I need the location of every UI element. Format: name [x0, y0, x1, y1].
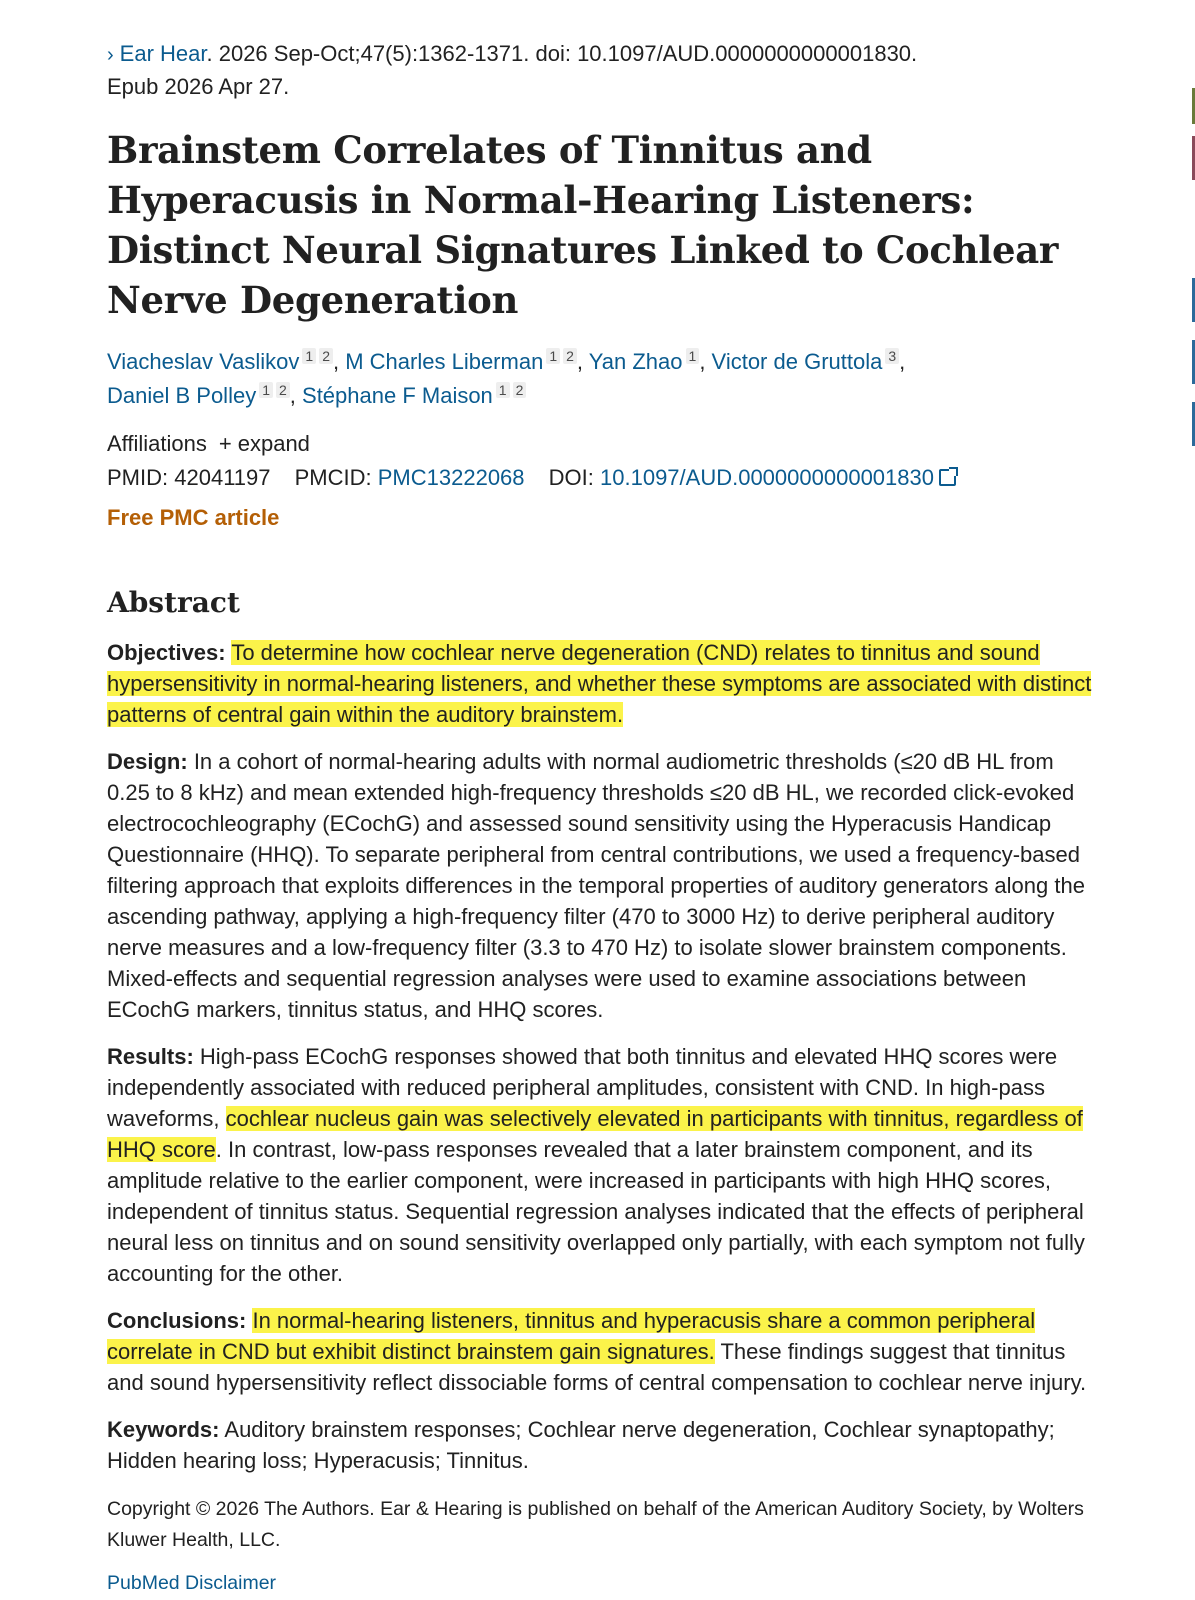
citation-details: . 2026 Sep-Oct;47(5):1362-1371. doi: 10.1097/AUD.0000000000001830. — [206, 41, 918, 66]
affil-ref[interactable]: 3 — [885, 348, 899, 364]
pmid-label: PMID: — [107, 465, 169, 490]
author-link[interactable]: Yan Zhao — [588, 349, 683, 374]
design-text: In a cohort of normal-hearing adults with normal audiometric thresholds (≤20 dB HL from 0.25 to 8 kHz) and mean extended high-frequency thresholds ≤20 dB HL, we recorded click-evoked electrocochleography (ECochG) and assessed sound sensitivity using the Hyperacusis Handicap Questionnaire (HHQ). To separate peripheral from central contributions, we used a frequency-based filtering approach that exploits differences in the temporal properties of auditory generators along the ascending pathway, applying a high-frequency filter (470 to 3000 Hz) to derive peripheral auditory nerve measures and a low-frequency filter (3.3 to 470 Hz) to isolate slower brainstem components. Mixed-effects and sequential regression analyses were used to examine associations between ECochG markers, tinnitus status, and HHQ scores. — [107, 749, 1085, 1022]
author-link[interactable]: M Charles Liberman — [345, 349, 544, 374]
objectives-label: Objectives: — [107, 640, 226, 665]
author-link[interactable]: Stéphane F Maison — [302, 383, 493, 408]
affil-ref[interactable]: 2 — [513, 382, 527, 398]
highlighted-text: In normal-hearing listeners, tinnitus and hyperacusis share a common peripheral correlate in CND but exhibit distinct brainstem gain signatures. — [107, 1308, 1036, 1364]
conclusions-text: These findings suggest that tinnitus and sound hypersensitivity reflect dissociable forms of central compensation to cochlear nerve injury. — [107, 1339, 1087, 1395]
external-link-icon[interactable] — [939, 469, 956, 486]
chevron-right-icon[interactable]: › — [107, 44, 114, 66]
design-section — [107, 746, 1097, 1025]
keywords-section — [107, 1414, 1097, 1476]
free-pmc-article[interactable]: Free PMC article — [107, 505, 280, 530]
keywords-text: Auditory brainstem responses; Cochlear nerve degeneration, Cochlear synaptopathy; Hidden hearing loss; Hyperacusis; Tinnitus. — [107, 1417, 1055, 1473]
affil-ref[interactable]: 1 — [686, 348, 700, 364]
pmcid-link[interactable]: PMC13222068 — [377, 465, 525, 490]
pmid-value: 42041197 — [174, 465, 271, 490]
affiliations-label: Affiliations — [107, 431, 207, 456]
affil-ref[interactable]: 1 — [496, 382, 510, 398]
author-list: Viacheslav Vaslikov $^1$ $^2$ , M Charles Liberman $^1$ $^2$ , Yan Zhao $^1$ , Victor de Gruttola $^3$ , Daniel B Polley $^1$ $^2$ , Stéphane F Maison $^1$ $^2$ — [107, 348, 906, 408]
plus-icon: + — [218, 431, 232, 456]
results-section — [107, 1041, 1097, 1289]
objectives-section — [107, 637, 1097, 730]
article-title: Brainstem Correlates of Tinnitus and Hyperacusis in Normal-Hearing Listeners: Distinct Neural Signatures Linked to Cochlear Nerve Degeneration — [107, 128, 1059, 322]
design-label: Design: — [107, 749, 188, 774]
author-link[interactable]: Daniel B Polley — [107, 383, 257, 408]
results-text: . In contrast, low-pass responses revealed that a later brainstem component, and its amplitude relative to the earlier component, were increased in participants with high HHQ scores, independent of tinnitus status. Sequential regression analyses indicated that the effects of peripheral neural less on tinnitus and on sound sensitivity overlapped only partially, with each symptom not fully accounting for the other. — [107, 1137, 1085, 1286]
results-label: Results: — [107, 1044, 194, 1069]
doi-label: DOI: — [548, 465, 594, 490]
affil-ref[interactable]: 2 — [563, 348, 577, 364]
keywords-label: Keywords: — [107, 1417, 220, 1442]
journal-link[interactable]: Ear Hear — [119, 41, 207, 66]
epub-date: Epub 2026 Apr 27. — [107, 74, 290, 99]
pmcid-label: PMCID: — [294, 465, 372, 490]
doi-link[interactable]: 10.1097/AUD.0000000000001830 — [600, 465, 934, 490]
results-text: High-pass ECochG responses showed that both tinnitus and elevated HHQ scores were independently associated with reduced peripheral amplitudes, consistent with CND. In high-pass waveforms, — [107, 1044, 1058, 1131]
highlighted-text: To determine how cochlear nerve degeneration (CND) relates to tinnitus and sound hypersensitivity in normal-hearing listeners, and whether these symptoms are associated with distinct patterns of central gain within the auditory brainstem. — [107, 640, 1092, 727]
affil-ref[interactable]: 1 — [546, 348, 560, 364]
highlighted-text: cochlear nucleus gain was selectively elevated in participants with tinnitus, regardless of HHQ score — [107, 1106, 1083, 1162]
affil-ref[interactable]: 2 — [319, 348, 333, 364]
author-link[interactable]: Victor de Gruttola — [711, 349, 883, 374]
abstract-heading: Abstract — [107, 586, 240, 619]
author-link[interactable]: Viacheslav Vaslikov — [107, 349, 300, 374]
affil-ref[interactable]: 2 — [276, 382, 290, 398]
pubmed-disclaimer-link[interactable]: PubMed Disclaimer — [107, 1572, 277, 1594]
identifiers — [107, 461, 1097, 495]
affil-ref[interactable]: 1 — [302, 348, 316, 364]
affiliations-toggle[interactable] — [107, 427, 1097, 461]
conclusions-label: Conclusions: — [107, 1308, 247, 1333]
conclusions-section — [107, 1305, 1097, 1398]
citation — [107, 38, 1097, 103]
article-page — [107, 38, 1097, 1595]
expand-label: expand — [237, 431, 310, 456]
copyright-notice: Copyright © 2026 The Authors. Ear & Hearing is published on behalf of the American Auditory Society, by Wolters Kluwer Health, LLC. — [107, 1498, 1084, 1551]
affil-ref[interactable]: 1 — [259, 382, 273, 398]
